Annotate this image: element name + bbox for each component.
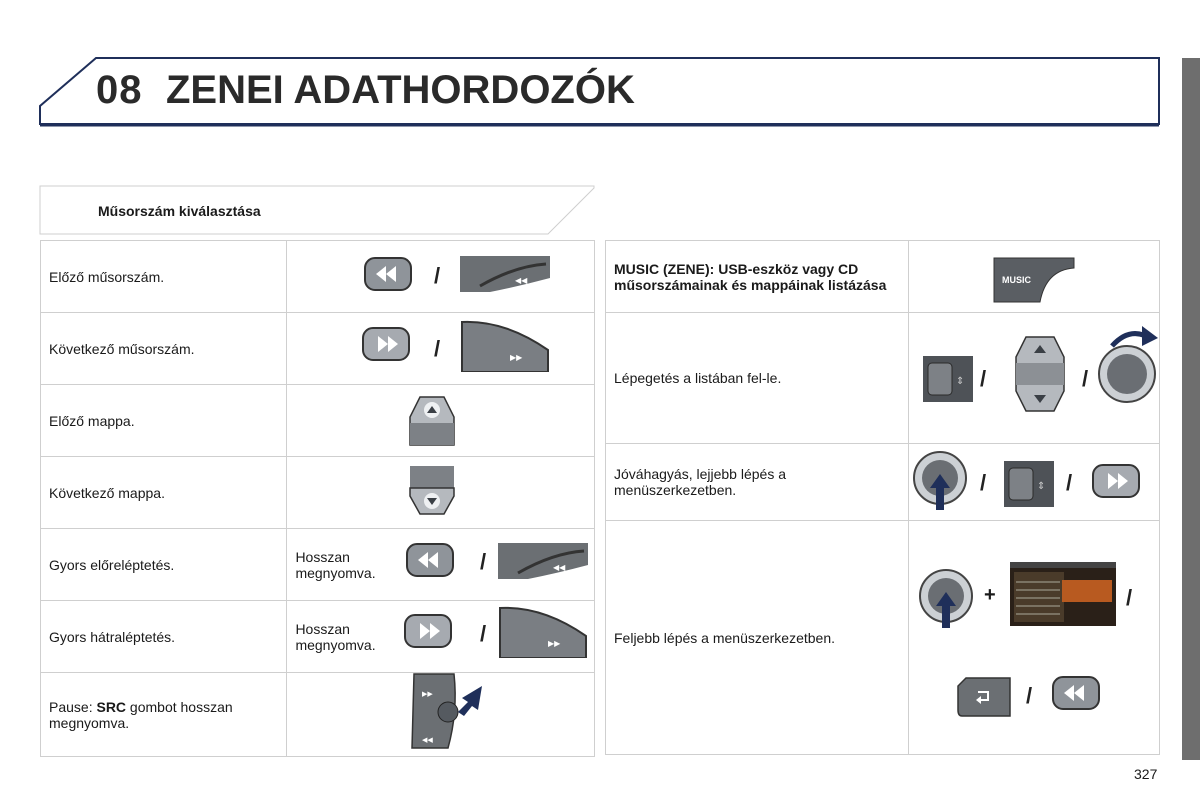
separator: / — [1126, 585, 1133, 610]
section-header-frame — [0, 180, 600, 240]
steering-control-src-icon — [408, 672, 488, 750]
row-label: Következő műsorszám. — [41, 313, 287, 385]
row-label: Lépegetés a listában fel-le. — [606, 313, 909, 444]
row-label: Előző műsorszám. — [41, 241, 287, 313]
table-row — [606, 241, 1160, 313]
table-row — [606, 313, 1160, 444]
page-number: 327 — [1134, 766, 1158, 782]
table-row — [606, 444, 1160, 521]
row-note: Hosszan megnyomva. — [295, 548, 376, 581]
steering-control-forward-icon — [498, 606, 588, 658]
separator: / — [980, 470, 987, 495]
row-label: Jóváhagyás, lejjebb lépés a menüszerkezetben. — [606, 444, 909, 521]
separator: / — [1026, 683, 1033, 708]
row-label: Feljebb lépés a menüszerkezetben. — [606, 521, 909, 755]
forward-button-icon — [404, 613, 454, 649]
svg-text:◀◀: ◀◀ — [553, 563, 566, 572]
separator: / — [1082, 366, 1089, 391]
svg-text:◀◀: ◀◀ — [515, 276, 528, 285]
screen-menu-thumbnail — [1010, 562, 1116, 626]
music-button-label: MUSIC — [1002, 275, 1031, 285]
down-arrow-button-icon — [406, 464, 458, 516]
section-title: Műsorszám kiválasztása — [98, 203, 261, 219]
src-label: SRC — [96, 698, 127, 715]
rewind-button-icon — [1052, 675, 1102, 711]
separator: / — [980, 366, 987, 391]
row-label: Gyors előreléptetés. — [41, 529, 287, 601]
left-table — [40, 240, 595, 757]
svg-text:▶▶: ▶▶ — [548, 639, 561, 648]
plus-sign: + — [984, 584, 996, 606]
table-row — [606, 521, 1160, 755]
scroll-wheel-icon — [1003, 460, 1055, 508]
row-label: Pause: SRC gombot hosszan megnyomva. — [41, 673, 287, 757]
press-knob-icon — [918, 568, 976, 630]
press-knob-icon — [912, 450, 970, 512]
row-label: Előző mappa. — [41, 385, 287, 457]
table-row — [41, 457, 595, 529]
rotary-knob-icon — [1098, 322, 1160, 404]
steering-control-rewind-icon — [498, 543, 588, 581]
separator: / — [480, 621, 487, 646]
svg-text:▶▶: ▶▶ — [510, 353, 523, 362]
steering-control-rewind-icon — [460, 256, 550, 294]
table-row — [41, 385, 595, 457]
chapter-number: 08 — [96, 68, 143, 112]
rewind-button-icon — [406, 542, 456, 578]
forward-button-icon — [362, 326, 412, 362]
forward-button-icon — [1092, 463, 1142, 499]
scroll-wheel-icon — [922, 355, 974, 403]
rewind-button-icon — [364, 256, 414, 292]
svg-text:▶▶: ▶▶ — [422, 690, 433, 698]
row-label: Következő mappa. — [41, 457, 287, 529]
svg-text:⇕: ⇕ — [956, 376, 965, 387]
up-arrow-button-icon — [406, 395, 458, 447]
separator: / — [480, 549, 487, 574]
svg-text:⇕: ⇕ — [1037, 481, 1046, 492]
page-title: ZENEI ADATHORDOZÓK — [166, 68, 635, 112]
separator: / — [434, 263, 441, 288]
svg-text:◀◀: ◀◀ — [422, 736, 433, 744]
row-label: Gyors hátraléptetés. — [41, 601, 287, 673]
row-note: Hosszan megnyomva. — [295, 620, 376, 653]
back-button-icon — [956, 676, 1012, 718]
steering-control-forward-icon — [460, 320, 550, 372]
table-row — [41, 673, 595, 757]
up-down-button-icon — [1012, 335, 1068, 413]
row-label: MUSIC (ZENE): USB-eszköz vagy CD műsorszámainak és mappáinak listázása — [606, 241, 909, 313]
separator: / — [1066, 470, 1073, 495]
side-tab — [1182, 58, 1200, 760]
separator: / — [434, 336, 441, 361]
